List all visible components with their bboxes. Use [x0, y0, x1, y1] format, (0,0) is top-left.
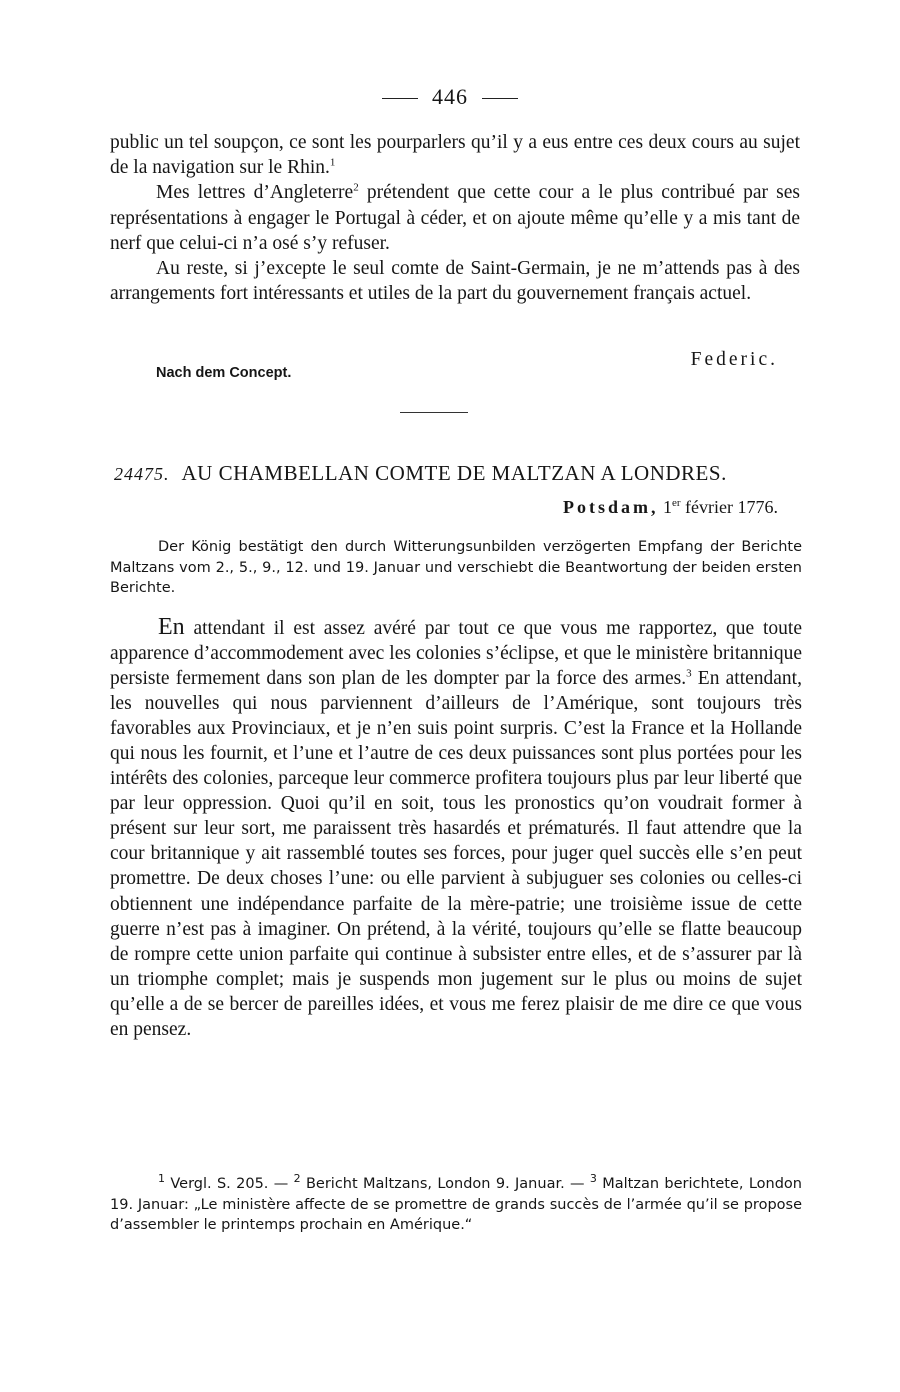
footnote-mark-2: 2 [293, 1172, 301, 1186]
footnote-ref-1: 1 [329, 156, 336, 169]
footnote-mark-3: 3 [589, 1172, 597, 1186]
continuation-paragraph-2: Mes lettres d’Angleterre$^2$ prétendent que cette cour a le plus contribué par ses représentations à engager le Portugal à céder, et on ajoute même qu’elle y a mis tant de nerf que celui-ci n’a osé s’y refuser. [110, 181, 800, 254]
page-number: 446 [432, 84, 468, 109]
letter-recipient: AU CHAMBELLAN COMTE DE MALTZAN A LONDRES. [181, 461, 727, 485]
footnote-ref-2: 2 [353, 181, 359, 194]
footnote-1: Vergl. S. 205. — [165, 1176, 294, 1192]
letter-place: Potsdam, [562, 497, 659, 517]
closing-block [110, 339, 800, 389]
place-date [563, 497, 778, 518]
page-header [0, 84, 900, 110]
letter-body-initial: En [158, 614, 185, 640]
continuation-paragraph-1: public un tel soupçon, ce sont les pourparlers qu’il y a eus entre ces deux cours au sujet de la navigation sur le Rhin.$^1$ [110, 132, 800, 179]
continuation-paragraph-3: Au reste, si j’excepte le seul comte de Saint-Germain, je ne m’attends pas à des arrangements fort intéressants et utiles de la part du gouvernement français actuel. [110, 258, 800, 305]
header-rule-left [382, 98, 418, 99]
signature: Federic. [690, 349, 778, 370]
letter-date-day: 1 [662, 497, 672, 517]
header-rule-right [482, 98, 518, 99]
footnote-mark-1: 1 [158, 1172, 165, 1186]
continuation-text [110, 130, 800, 306]
footnote-ref-3: 3 [686, 667, 692, 680]
section-divider [400, 412, 468, 413]
letter-date-rest: février 1776. [680, 497, 778, 517]
letter-summary: Der König bestätigt den durch Witterungsunbilden verzögerten Empfang der Berichte Maltzans vom 2., 5., 9., 12. und 19. Januar und verschiebt die Beantwortung der beiden ersten Berichte. [110, 539, 802, 596]
footnote-3: Maltzan berichtete, London 19. Januar: „Le ministère affecte de se promettre de grands succès de l’armée qu’il se propose d’assembler le printemps prochain en Amérique.“ [110, 1176, 802, 1233]
source-note: Nach dem Concept. [156, 365, 292, 381]
footnote-2: Bericht Maltzans, London 9. Januar. — [300, 1176, 590, 1192]
letter-body: En attendant il est assez avéré par tout ce que vous me rapportez, que toute apparence d’accommodement avec les colonies s’éclipse, et que le ministère britannique persiste fermement dans son plan de les dompter par la force des armes.$^3$ En attendant, les nouvelles qui nous parviennent d’ailleurs de l’Amérique, sont toujours très favorables aux Provinciaux, et je n’en suis point surpris. C’est la France et la Hollande qui nous les fournit, et l’une et l’autre de ces deux puissances sont plus portées pour les intérêts des colonies, parceque leur commerce profitera toujours plus par leur liberté que par leur oppression. Quoi qu’il en soit, tous les pronostics qu’on voudrait former à présent sur leur sort, me paraissent très hasardés et prématurés. Il faut attendre que la cour britannique y ait rassemblé toutes ses forces, pour juger quel succès elle s’en peut promettre. De deux choses l’une: ou elle parvient à subjuguer ses colonies ou celles-ci obtiennent une indépendance parfaite de la mère-patrie; une troisième issue de cette guerre n’est pas à imaginer. On prétend, à la vérité, toujours qu’elle se flatte beaucoup de rompre cette union parfaite qui continue à subsister entre elles, et de s’assurer par là un triomphe complet; mais je suspends mon jugement sur le plus ou moins de sujet qu’elle a de se bercer de pareilles idées, et vous me ferez plaisir de me dire ce que vous en pensez. [110, 614, 802, 1040]
letter-date-day-suffix: er [671, 497, 681, 509]
letter-heading [114, 461, 804, 486]
letter-number: 24475. [114, 464, 170, 484]
footnotes [110, 1174, 802, 1236]
